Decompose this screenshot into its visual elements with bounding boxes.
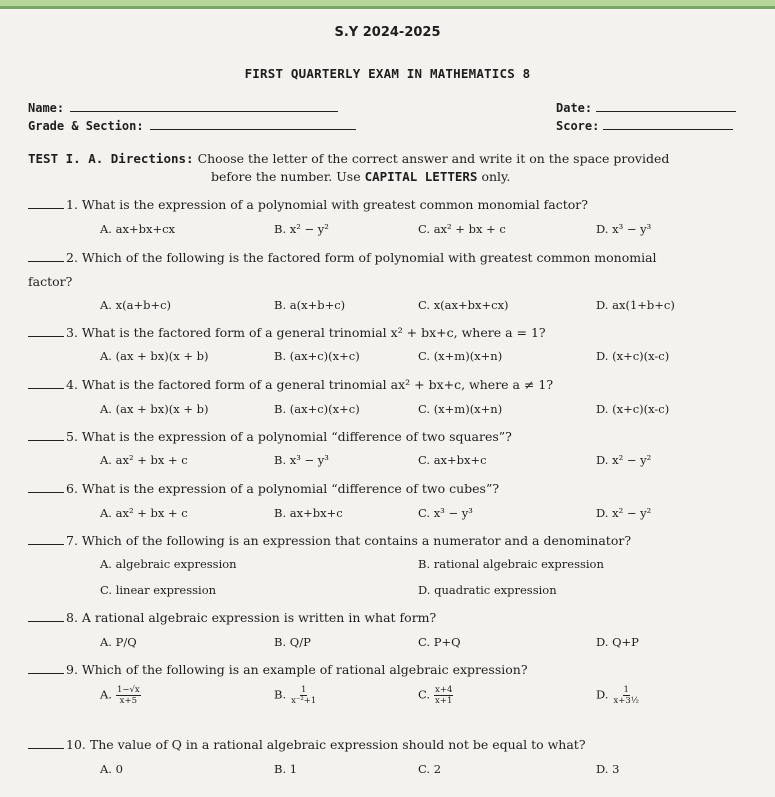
question-2-continued: factor? <box>28 274 73 289</box>
option-c: C. ax² + bx + c <box>418 222 506 236</box>
option-letter: D. <box>596 687 609 702</box>
grade-section-field <box>28 117 356 133</box>
option-d: D. ax(1+b+c) <box>596 298 675 312</box>
question-8 <box>28 609 758 627</box>
name-line <box>70 99 338 112</box>
question-text: 4. What is the factored form of a general trinomial ax² + bx+c, where a ≠ 1? <box>66 377 554 392</box>
option-a: A. ax² + bx + c <box>100 453 188 467</box>
option-c: C. x³ − y³ <box>418 506 473 520</box>
fraction <box>290 685 317 706</box>
option-letter: A. <box>100 687 112 702</box>
option-d: D. Q+P <box>596 635 639 649</box>
option-b: B. x² − y² <box>274 222 329 236</box>
option-a: A. (ax + bx)(x + b) <box>100 349 209 363</box>
top-border-strip <box>0 0 775 9</box>
option-a: A. x(a+b+c) <box>100 298 172 312</box>
option-c: C. (x+m)(x+n) <box>418 402 503 416</box>
name-field <box>28 99 338 115</box>
option-d: D. (x+c)(x-c) <box>596 349 670 363</box>
question-4 <box>28 376 758 394</box>
denominator: x+5 <box>119 696 137 706</box>
fraction <box>434 685 453 706</box>
question-text: 6. What is the expression of a polynomial “difference of two cubes”? <box>66 481 500 496</box>
option-c: C. ax+bx+c <box>418 453 487 467</box>
option-b: B. (ax+c)(x+c) <box>274 349 360 363</box>
answer-blank[interactable] <box>28 377 64 389</box>
option-c: C. P+Q <box>418 635 461 649</box>
option-a: A. algebraic expression <box>100 557 237 571</box>
answer-blank[interactable] <box>28 662 64 674</box>
option-b: B. (ax+c)(x+c) <box>274 402 360 416</box>
option-c: C. 2 <box>418 762 442 776</box>
option-a: A. 0 <box>100 762 123 776</box>
question-text: 8. A rational algebraic expression is written in what form? <box>66 610 437 625</box>
directions-lead: TEST I. A. Directions: <box>28 151 194 166</box>
option-d <box>596 685 640 706</box>
name-label: Name: <box>28 101 65 115</box>
option-d: D. x² − y² <box>596 506 652 520</box>
question-text: 3. What is the factored form of a general trinomial x² + bx+c, where a = 1? <box>66 325 546 340</box>
score-field <box>556 117 733 133</box>
question-text: 5. What is the expression of a polynomial “difference of two squares”? <box>66 429 512 444</box>
option-a <box>100 685 141 706</box>
grade-section-label: Grade & Section: <box>28 119 144 133</box>
answer-blank[interactable] <box>28 250 64 262</box>
answer-blank[interactable] <box>28 533 64 545</box>
option-b: B. a(x+b+c) <box>274 298 346 312</box>
question-text: 9. Which of the following is an example of rational algebraic expression? <box>66 662 528 677</box>
option-letter: C. <box>418 687 431 702</box>
option-a: A. (ax + bx)(x + b) <box>100 402 209 416</box>
question-3 <box>28 324 758 342</box>
numerator: x+4 <box>435 685 453 695</box>
option-d: D. x² − y² <box>596 453 652 467</box>
date-line <box>596 99 736 112</box>
question-text: 1. What is the expression of a polynomial with greatest common monomial factor? <box>66 197 588 212</box>
option-a: A. P/Q <box>100 635 137 649</box>
directions <box>28 150 748 186</box>
option-letter: B. <box>274 687 287 702</box>
option-c <box>418 685 453 706</box>
denominator: x+3½ <box>613 696 640 706</box>
date-field <box>556 99 736 115</box>
option-b: B. ax+bx+c <box>274 506 343 520</box>
option-c: C. x(ax+bx+cx) <box>418 298 509 312</box>
date-label: Date: <box>556 101 593 115</box>
numerator: 1 <box>301 685 307 695</box>
answer-blank[interactable] <box>28 325 64 337</box>
question-2 <box>28 249 758 267</box>
option-b: B. Q/P <box>274 635 311 649</box>
question-text: 7. Which of the following is an expression that contains a numerator and a denominator? <box>66 533 632 548</box>
fraction <box>116 685 141 706</box>
option-d: D. (x+c)(x-c) <box>596 402 670 416</box>
numerator: 1 <box>623 685 629 695</box>
denominator: x+1 <box>435 696 453 706</box>
score-line <box>603 117 733 130</box>
exam-title: FIRST QUARTERLY EXAM IN MATHEMATICS 8 <box>244 66 531 81</box>
directions-text-1: Choose the letter of the correct answer and write it on the space provided <box>197 151 670 166</box>
numerator: 1−√x <box>116 685 140 695</box>
option-b: B. rational algebraic expression <box>418 557 604 571</box>
question-9 <box>28 661 758 679</box>
school-year: S.Y 2024-2025 <box>334 25 441 40</box>
option-b: B. 1 <box>274 762 298 776</box>
directions-caps: CAPITAL LETTERS <box>364 169 478 184</box>
option-d: D. 3 <box>596 762 620 776</box>
option-d: D. quadratic expression <box>418 583 557 597</box>
question-6 <box>28 480 758 498</box>
option-c: C. linear expression <box>100 583 217 597</box>
question-1 <box>28 196 758 214</box>
option-a: A. ax² + bx + c <box>100 506 188 520</box>
question-10 <box>28 736 758 754</box>
answer-blank[interactable] <box>28 737 64 749</box>
question-text: 10. The value of Q in a rational algebraic expression should not be equal to what? <box>66 737 586 752</box>
answer-blank[interactable] <box>28 610 64 622</box>
option-c: C. (x+m)(x+n) <box>418 349 503 363</box>
directions-text-2b: only. <box>481 169 511 184</box>
answer-blank[interactable] <box>28 429 64 441</box>
answer-blank[interactable] <box>28 197 64 209</box>
fraction <box>612 685 640 706</box>
directions-text-2a: before the number. Use <box>211 169 361 184</box>
option-b <box>274 685 317 706</box>
option-a: A. ax+bx+cx <box>100 222 176 236</box>
question-text: 2. Which of the following is the factored form of polynomial with greatest common monomial <box>66 250 657 265</box>
grade-section-line <box>150 117 356 130</box>
question-7 <box>28 532 758 550</box>
option-d: D. x³ − y³ <box>596 222 652 236</box>
score-label: Score: <box>556 119 600 133</box>
answer-blank[interactable] <box>28 481 64 493</box>
question-5 <box>28 428 758 446</box>
denominator: x⁻²+1 <box>291 696 317 706</box>
option-b: B. x³ − y³ <box>274 453 329 467</box>
